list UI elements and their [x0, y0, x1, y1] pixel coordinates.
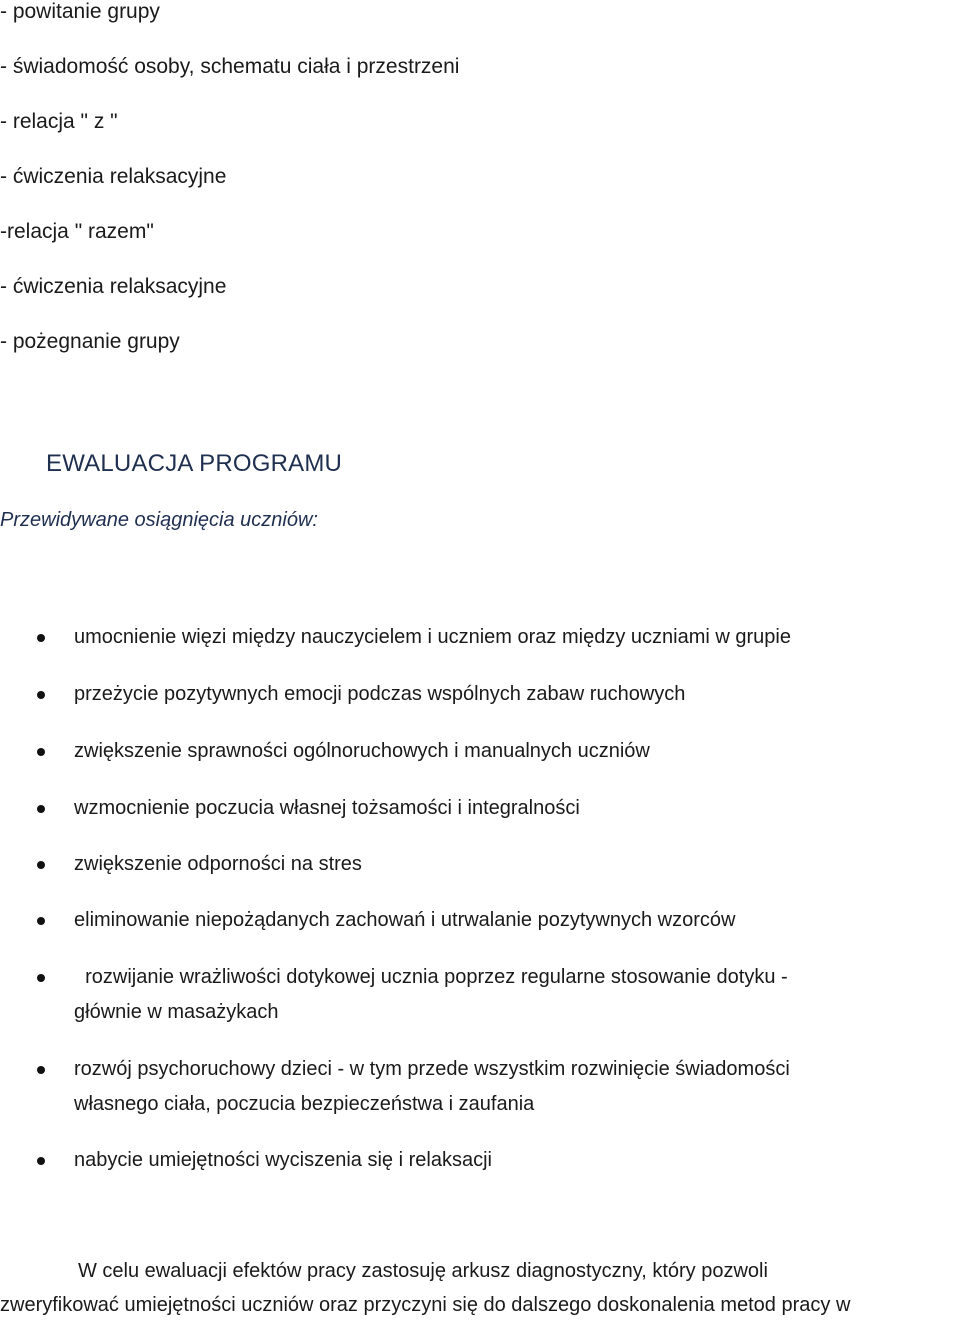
list-item-text: umocnienie więzi między nauczycielem i uczniem oraz między uczniami w grupie [74, 626, 791, 648]
schedule-item: - pożegnanie grupy [0, 330, 180, 353]
paragraph-line: W celu ewaluacji efektów pracy zastosuję arkusz diagnostyczny, który pozwoli [78, 1260, 768, 1282]
schedule-item: - relacja " z " [0, 110, 118, 133]
bullet-icon [37, 691, 45, 699]
schedule-item: -relacja " razem" [0, 220, 154, 243]
bullet-icon [37, 861, 45, 869]
schedule-item: - powitanie grupy [0, 0, 160, 23]
section-subheading: Przewidywane osiągnięcia uczniów: [0, 509, 318, 531]
bullet-icon [37, 917, 45, 925]
schedule-item: - ćwiczenia relaksacyjne [0, 165, 227, 188]
bullet-icon [37, 748, 45, 756]
list-item-text: rozwijanie wrażliwości dotykowej ucznia poprzez regularne stosowanie dotyku - [74, 966, 788, 988]
list-item-text: nabycie umiejętności wyciszenia się i relaksacji [74, 1149, 492, 1171]
list-item-text: rozwój psychoruchowy dzieci - w tym przede wszystkim rozwinięcie świadomości [74, 1058, 790, 1080]
bullet-icon [37, 634, 45, 642]
list-item-text-continued: głównie w masażykach [74, 1001, 279, 1023]
paragraph-line: zweryfikować umiejętności uczniów oraz przyczyni się do dalszego doskonalenia metod pracy w [0, 1294, 851, 1316]
bullet-icon [37, 974, 45, 982]
bullet-icon [37, 1066, 45, 1074]
section-heading: EWALUACJA PROGRAMU [46, 450, 343, 477]
list-item-text: zwiększenie odporności na stres [74, 853, 362, 875]
list-item-text: wzmocnienie poczucia własnej tożsamości i integralności [74, 797, 580, 819]
schedule-item: - świadomość osoby, schematu ciała i przestrzeni [0, 55, 460, 78]
list-item-text: zwiększenie sprawności ogólnoruchowych i manualnych uczniów [74, 740, 650, 762]
bullet-icon [37, 1157, 45, 1165]
list-item-text: przeżycie pozytywnych emocji podczas wspólnych zabaw ruchowych [74, 683, 686, 705]
list-item-text: eliminowanie niepożądanych zachowań i utrwalanie pozytywnych wzorców [74, 909, 736, 931]
bullet-icon [37, 805, 45, 813]
schedule-item: - ćwiczenia relaksacyjne [0, 275, 227, 298]
list-item-text-continued: własnego ciała, poczucia bezpieczeństwa i zaufania [74, 1093, 535, 1115]
